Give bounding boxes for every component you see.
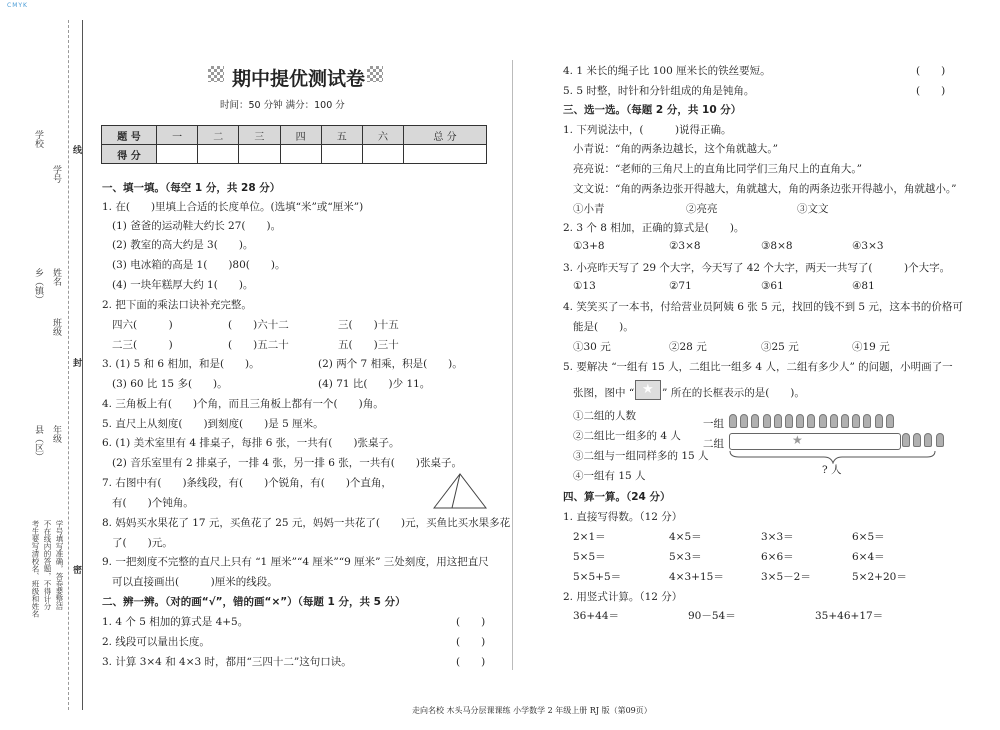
side-mi-label: 密 bbox=[71, 565, 81, 574]
choice-4-text-1: 4. 笑笑买了一本书，付给营业员阿姨 6 张 5 元，找回的钱不到 5 元，这本书的价格可 bbox=[563, 301, 963, 313]
score-col-1: 一 bbox=[157, 126, 198, 145]
q6b-text: (2) 音乐室里有 2 排桌子，一排 4 张，另一排 6 张，一共有( )张桌子。 bbox=[112, 457, 462, 469]
calc-item: 3×3＝ bbox=[761, 531, 794, 543]
choice-2-option-1[interactable]: ①3+8 bbox=[573, 240, 605, 252]
choice-2-text: 2. 3 个 8 相加，正确的算式是( )。 bbox=[563, 222, 745, 234]
judge-4-answer[interactable]: ( ) bbox=[916, 65, 946, 77]
q3d-text: (4) 71 比( )少 11。 bbox=[318, 378, 431, 390]
calc-item: 6×5＝ bbox=[852, 531, 885, 543]
side-class-label: 班级 bbox=[51, 318, 61, 336]
person-icon bbox=[913, 433, 921, 447]
calc-item: 5×5＝ bbox=[573, 551, 606, 563]
choice-4-text-2: 能是( )。 bbox=[573, 321, 634, 333]
q9a-text: 9. 一把刻度不完整的直尺上只有 “1 厘米”“4 厘米”“9 厘米” 三处刻度，用这把直尺 bbox=[102, 556, 489, 568]
choice-1-option-3[interactable]: ③文文 bbox=[797, 203, 829, 215]
q2e-text: ( )五二十 bbox=[228, 339, 289, 351]
choice-5-option-3[interactable]: ③二组与一组同样多的 15 人 bbox=[573, 450, 709, 462]
q7b-text: 有( )个钝角。 bbox=[112, 497, 194, 509]
calc-item: 5×3＝ bbox=[669, 551, 702, 563]
score-col-5: 五 bbox=[321, 126, 362, 145]
side-xian-label: 线 bbox=[71, 145, 81, 154]
score-col-total: 总 分 bbox=[404, 126, 487, 145]
choice-4-option-1[interactable]: ①30 元 bbox=[573, 341, 611, 353]
side-grade-label: 年级 bbox=[51, 425, 61, 443]
choice-1-statement-c: 文文说：“角的两条边张开得越大，角就越大，角的两条边张开得越小，角就越小。” bbox=[573, 183, 957, 195]
person-icon bbox=[841, 414, 849, 428]
person-icon bbox=[796, 414, 804, 428]
score-cell[interactable] bbox=[362, 145, 403, 164]
choice-1-statement-a: 小青说：“角的两条边越长，这个角就越大。” bbox=[573, 143, 778, 155]
score-cell[interactable] bbox=[198, 145, 239, 164]
q3a-text: 3. (1) 5 和 6 相加，和是( )。 bbox=[102, 358, 260, 370]
person-icon bbox=[902, 433, 910, 447]
choice-2-option-3[interactable]: ③8×8 bbox=[761, 240, 793, 252]
calc-item: 2×1＝ bbox=[573, 531, 606, 543]
score-col-2: 二 bbox=[198, 126, 239, 145]
q1b-text: (2) 教室的高大约是 3( )。 bbox=[112, 239, 254, 251]
calc-item: 5×2+20＝ bbox=[852, 571, 907, 583]
judge-5-answer[interactable]: ( ) bbox=[916, 85, 946, 97]
side-notice-3: 学号填写准确，答卷要整洁 bbox=[55, 520, 64, 610]
person-icon bbox=[774, 414, 782, 428]
choice-3-option-3[interactable]: ③61 bbox=[761, 280, 784, 292]
column-divider bbox=[512, 60, 513, 670]
side-feng-label: 封 bbox=[71, 358, 81, 367]
title-ornament-left bbox=[208, 66, 224, 82]
q3c-text: (3) 60 比 15 多( )。 bbox=[112, 378, 228, 390]
side-student-no-label: 学号 bbox=[51, 165, 61, 183]
q7a-text: 7. 右图中有( )条线段，有( )个锐角，有( )个直角， bbox=[102, 477, 392, 489]
choice-4-option-2[interactable]: ②28 元 bbox=[669, 341, 707, 353]
judge-3-answer[interactable]: ( ) bbox=[456, 656, 486, 668]
q2b-text: ( )六十二 bbox=[228, 319, 289, 331]
side-township-label: 乡（镇） bbox=[33, 268, 43, 304]
choice-3-option-4[interactable]: ④81 bbox=[852, 280, 875, 292]
q9b-text: 可以直接画出( )厘米的线段。 bbox=[112, 576, 278, 588]
calc-item: 4×5＝ bbox=[669, 531, 702, 543]
choice-5-option-1[interactable]: ①二组的人数 bbox=[573, 410, 636, 422]
score-table bbox=[101, 125, 487, 164]
score-cell[interactable] bbox=[280, 145, 321, 164]
cmyk-marks: CMYK bbox=[7, 2, 28, 9]
score-cell[interactable] bbox=[157, 145, 198, 164]
q7-triangle-figure bbox=[432, 472, 488, 510]
vertical-calc-item: 90－54＝ bbox=[688, 610, 736, 622]
person-icon bbox=[729, 414, 737, 428]
q4-text: 4. 三角板上有( )个角，而且三角板上都有一个( )角。 bbox=[102, 398, 384, 410]
choice-5-text-2b: ” 所在的长框表示的是( )。 bbox=[662, 387, 805, 399]
side-county-label: 县（区） bbox=[33, 425, 43, 461]
judge-5-text: 5. 5 时整，时针和分针组成的角是钝角。 bbox=[563, 85, 755, 97]
choice-4-option-4[interactable]: ④19 元 bbox=[852, 341, 890, 353]
judge-1-answer[interactable]: ( ) bbox=[456, 616, 486, 628]
q8b-text: 了( )元。 bbox=[112, 537, 173, 549]
choice-3-text: 3. 小亮昨天写了 29 个大字，今天写了 42 个大字，两天一共写了( )个大字。 bbox=[563, 262, 951, 274]
page-title: 期中提优测试卷 bbox=[232, 68, 366, 90]
vertical-calc-item: 36+44＝ bbox=[573, 610, 620, 622]
calc-item: 3×5－2＝ bbox=[761, 571, 811, 583]
calc-2-heading: 2. 用竖式计算。（12 分） bbox=[563, 591, 683, 603]
calc-item: 5×5+5＝ bbox=[573, 571, 622, 583]
score-col-3: 三 bbox=[239, 126, 280, 145]
side-notice-2: 不在线内的答题，不得计分 bbox=[43, 520, 52, 610]
section-3-heading: 三、选一选。（每题 2 分，共 10 分） bbox=[563, 104, 742, 116]
choice-1-option-2[interactable]: ②亮亮 bbox=[686, 203, 718, 215]
score-table-header-label: 题 号 bbox=[102, 126, 157, 145]
calc-1-heading: 1. 直接写得数。（12 分） bbox=[563, 511, 683, 523]
star-icon: ★ bbox=[792, 433, 803, 447]
choice-5-text-1: 5. 要解决 “一组有 15 人，二组比一组多 4 人，二组有多少人” 的问题，小明画了一 bbox=[563, 361, 953, 373]
score-row-label: 得 分 bbox=[102, 145, 157, 164]
choice-5-text-2a: 张图，图中 “ bbox=[573, 387, 635, 399]
vertical-calc-item: 35+46+17＝ bbox=[815, 610, 884, 622]
q1-text: 1. 在( )里填上合适的长度单位。(选填“米”或“厘米”) bbox=[102, 201, 364, 213]
person-icon bbox=[863, 414, 871, 428]
choice-2-option-4[interactable]: ④3×3 bbox=[852, 240, 884, 252]
q1c-text: (3) 电冰箱的高是 1( )80( )。 bbox=[112, 259, 286, 271]
q3b-text: (2) 两个 7 相乘，积是( )。 bbox=[318, 358, 463, 370]
choice-3-option-2[interactable]: ②71 bbox=[669, 280, 692, 292]
page-subtitle: 时间：50 分钟 满分：100 分 bbox=[220, 100, 345, 111]
q2c-text: 三( )十五 bbox=[338, 319, 399, 331]
title-ornament-right bbox=[367, 66, 383, 82]
person-icon bbox=[886, 414, 894, 428]
choice-3-option-1[interactable]: ①13 bbox=[573, 280, 596, 292]
person-icon bbox=[740, 414, 748, 428]
person-icon bbox=[852, 414, 860, 428]
score-col-6: 六 bbox=[362, 126, 403, 145]
person-icon bbox=[830, 414, 838, 428]
side-school-label: 学校 bbox=[33, 130, 43, 148]
group-2-label: 二组 bbox=[703, 438, 724, 450]
side-name-label: 姓名 bbox=[51, 268, 61, 286]
choice-1-statement-b: 亮亮说：“老师的三角尺上的直角比同学们三角尺上的直角大。” bbox=[573, 163, 862, 175]
person-icon bbox=[807, 414, 815, 428]
q5-text: 5. 直尺上从刻度( )到刻度( )是 5 厘米。 bbox=[102, 418, 324, 430]
judge-2-answer[interactable]: ( ) bbox=[456, 636, 486, 648]
section-2-heading: 二、辨一辨。（对的画“√”，错的画“×”）（每题 1 分，共 5 分） bbox=[102, 596, 406, 608]
score-cell[interactable] bbox=[404, 145, 487, 164]
q8a-text: 8. 妈妈买水果花了 17 元，买鱼花了 25 元，妈妈一共花了( )元，买鱼比买水果多花 bbox=[102, 517, 511, 529]
group-2-long-box bbox=[729, 433, 901, 450]
choice-1-option-1[interactable]: ①小青 bbox=[573, 203, 605, 215]
judge-2-text: 2. 线段可以量出长度。 bbox=[102, 636, 210, 648]
person-icon bbox=[763, 414, 771, 428]
calc-item: 6×6＝ bbox=[761, 551, 794, 563]
star-box-icon: ★ bbox=[635, 380, 661, 400]
person-icon bbox=[751, 414, 759, 428]
person-icon bbox=[819, 414, 827, 428]
score-col-4: 四 bbox=[280, 126, 321, 145]
score-cell[interactable] bbox=[321, 145, 362, 164]
choice-5-option-2[interactable]: ②二组比一组多的 4 人 bbox=[573, 430, 681, 442]
group-1-label: 一组 bbox=[703, 418, 724, 430]
judge-4-text: 4. 1 米长的绳子比 100 厘米长的铁丝要短。 bbox=[563, 65, 771, 77]
q1d-text: (4) 一块年糕厚大约 1( )。 bbox=[112, 279, 254, 291]
person-icon bbox=[924, 433, 932, 447]
judge-3-text: 3. 计算 3×4 和 4×3 时，都用“三四十二”这句口诀。 bbox=[102, 656, 352, 668]
person-icon bbox=[785, 414, 793, 428]
section-1-heading: 一、填一填。（每空 1 分，共 28 分） bbox=[102, 182, 281, 194]
judge-1-text: 1. 4 个 5 相加的算式是 4+5。 bbox=[102, 616, 249, 628]
q1a-text: (1) 爸爸的运动鞋大约长 27( )。 bbox=[112, 220, 282, 232]
choice-2-option-2[interactable]: ②3×8 bbox=[669, 240, 701, 252]
total-question-label: ? 人 bbox=[822, 464, 842, 476]
person-icon bbox=[936, 433, 944, 447]
choice-5-option-4[interactable]: ④一组有 15 人 bbox=[573, 470, 646, 482]
q2f-text: 五( )三十 bbox=[338, 339, 399, 351]
page-footer: 走向名校 木头马分层课课练 小学数学 2 年级上册 RJ 版（第09页） bbox=[412, 706, 652, 715]
section-4-heading: 四、算一算。（24 分） bbox=[563, 491, 671, 503]
q2d-text: 二三( ) bbox=[112, 339, 173, 351]
q2-text: 2. 把下面的乘法口诀补充完整。 bbox=[102, 299, 252, 311]
choice-1-text: 1. 下列说法中，( )说得正确。 bbox=[563, 124, 732, 136]
q2a-text: 四六( ) bbox=[112, 319, 173, 331]
q6a-text: 6. (1) 美术室里有 4 排桌子，每排 6 张，一共有( )张桌子。 bbox=[102, 437, 400, 449]
calc-item: 4×3+15＝ bbox=[669, 571, 724, 583]
calc-item: 6×4＝ bbox=[852, 551, 885, 563]
person-icon bbox=[875, 414, 883, 428]
choice-4-option-3[interactable]: ③25 元 bbox=[761, 341, 799, 353]
cut-line bbox=[68, 20, 69, 710]
side-notice-1: 考生要写清校名、班级和姓名 bbox=[31, 520, 40, 618]
score-cell[interactable] bbox=[239, 145, 280, 164]
